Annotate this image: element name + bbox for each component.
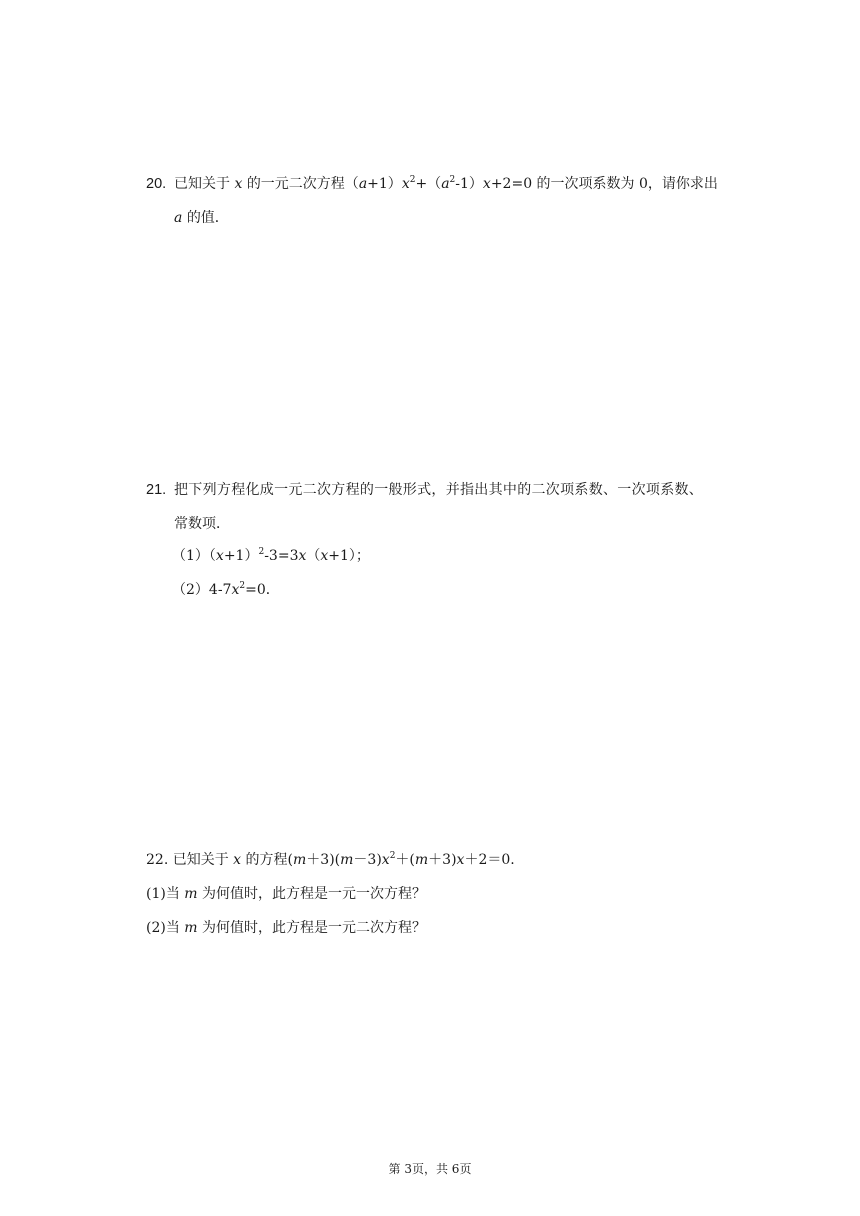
q21-line-1: 把下列方程化成一元二次方程的一般形式，并指出其中的二次项系数、一次项系数、 [174, 482, 704, 498]
q20-line-1: 已知关于 x 的一元二次方程$(a+1)x^2+(a^2-1)x+2=0$ 的一次项系数为 0，请你求出 [174, 175, 718, 192]
q20-number: 20. [146, 176, 167, 192]
page-footer: 第 3页，共 6页 [388, 1162, 472, 1176]
q21-line-2: 常数项． [174, 516, 230, 532]
q20-line-2: a 的值． [174, 210, 229, 226]
q21-item-1: $(1)(x+1)^2-3=3x(x+1)$； [172, 547, 370, 564]
q22-part-2: (2)当 m 为何值时，此方程是一元二次方程？ [146, 920, 427, 936]
q21-number: 21. [146, 482, 167, 498]
q22-part-1: (1)当 m 为何值时，此方程是一元一次方程？ [146, 886, 427, 902]
q21-item-2: $(2)4-7x^2=0$． [172, 581, 280, 598]
q22-line-1: 22. 已知关于 x 的方程$(m+3)(m-3)x^2+(m+3)x+2=0$. [146, 851, 515, 868]
